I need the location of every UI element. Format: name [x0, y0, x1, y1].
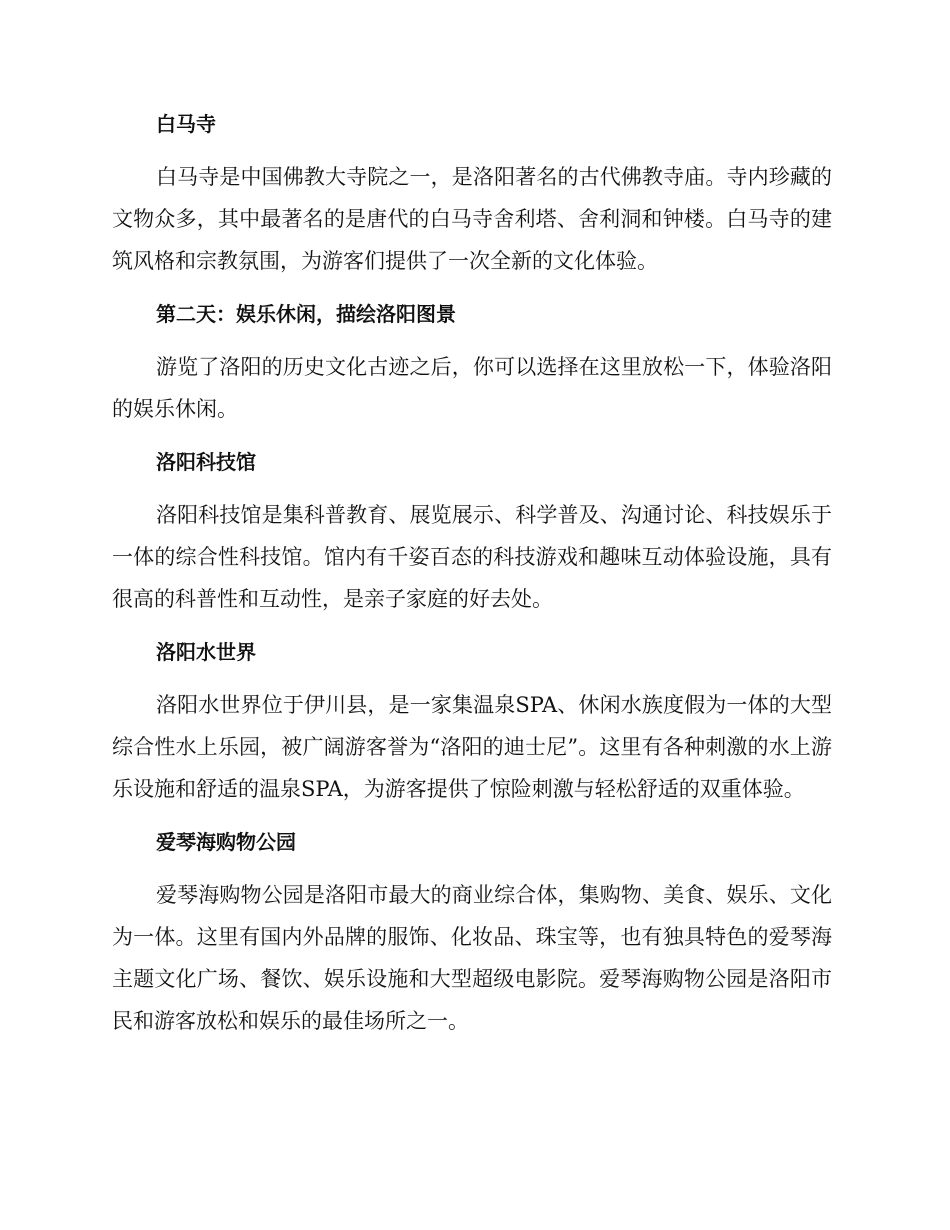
section-heading-day-two: 第二天：娱乐休闲，描绘洛阳图景	[156, 302, 456, 326]
section-body-aegean-mall: 爱琴海购物公园是洛阳市最大的商业综合体，集购物、美食、娱乐、文化为一体。这里有国内外品牌的服饰、化妆品、珠宝等，也有独具特色的爱琴海主题文化广场、餐饮、娱乐设施和大型超级电影院。爱琴海购物公园是洛阳市民和游客放松和娱乐的最佳场所之一。	[112, 883, 832, 1033]
section-body-baimasi: 白马寺是中国佛教大寺院之一，是洛阳著名的古代佛教寺庙。寺内珍藏的文物众多，其中最著名的是唐代的白马寺舍利塔、舍利洞和钟楼。白马寺的建筑风格和宗教氛围，为游客们提供了一次全新的文化体验。	[112, 165, 832, 273]
section-heading-aegean-mall: 爱琴海购物公园	[156, 830, 296, 854]
section-heading-science-museum: 洛阳科技馆	[156, 450, 256, 474]
section-body-water-world: 洛阳水世界位于伊川县，是一家集温泉SPA、休闲水族度假为一体的大型综合性水上乐园，被广阔游客誉为“洛阳的迪士尼”。这里有各种刺激的水上游乐设施和舒适的温泉SPA，为游客提供了惊险刺激与轻松舒适的双重体验。	[112, 693, 832, 801]
section-heading-water-world: 洛阳水世界	[156, 640, 256, 664]
section-heading-baimasi: 白马寺	[156, 112, 216, 136]
section-body-science-museum: 洛阳科技馆是集科普教育、展览展示、科学普及、沟通讨论、科技娱乐于一体的综合性科技馆。馆内有千姿百态的科技游戏和趣味互动体验设施，具有很高的科普性和互动性，是亲子家庭的好去处。	[112, 503, 832, 611]
section-body-day-two: 游览了洛阳的历史文化古迹之后，你可以选择在这里放松一下，体验洛阳的娱乐休闲。	[112, 355, 832, 421]
